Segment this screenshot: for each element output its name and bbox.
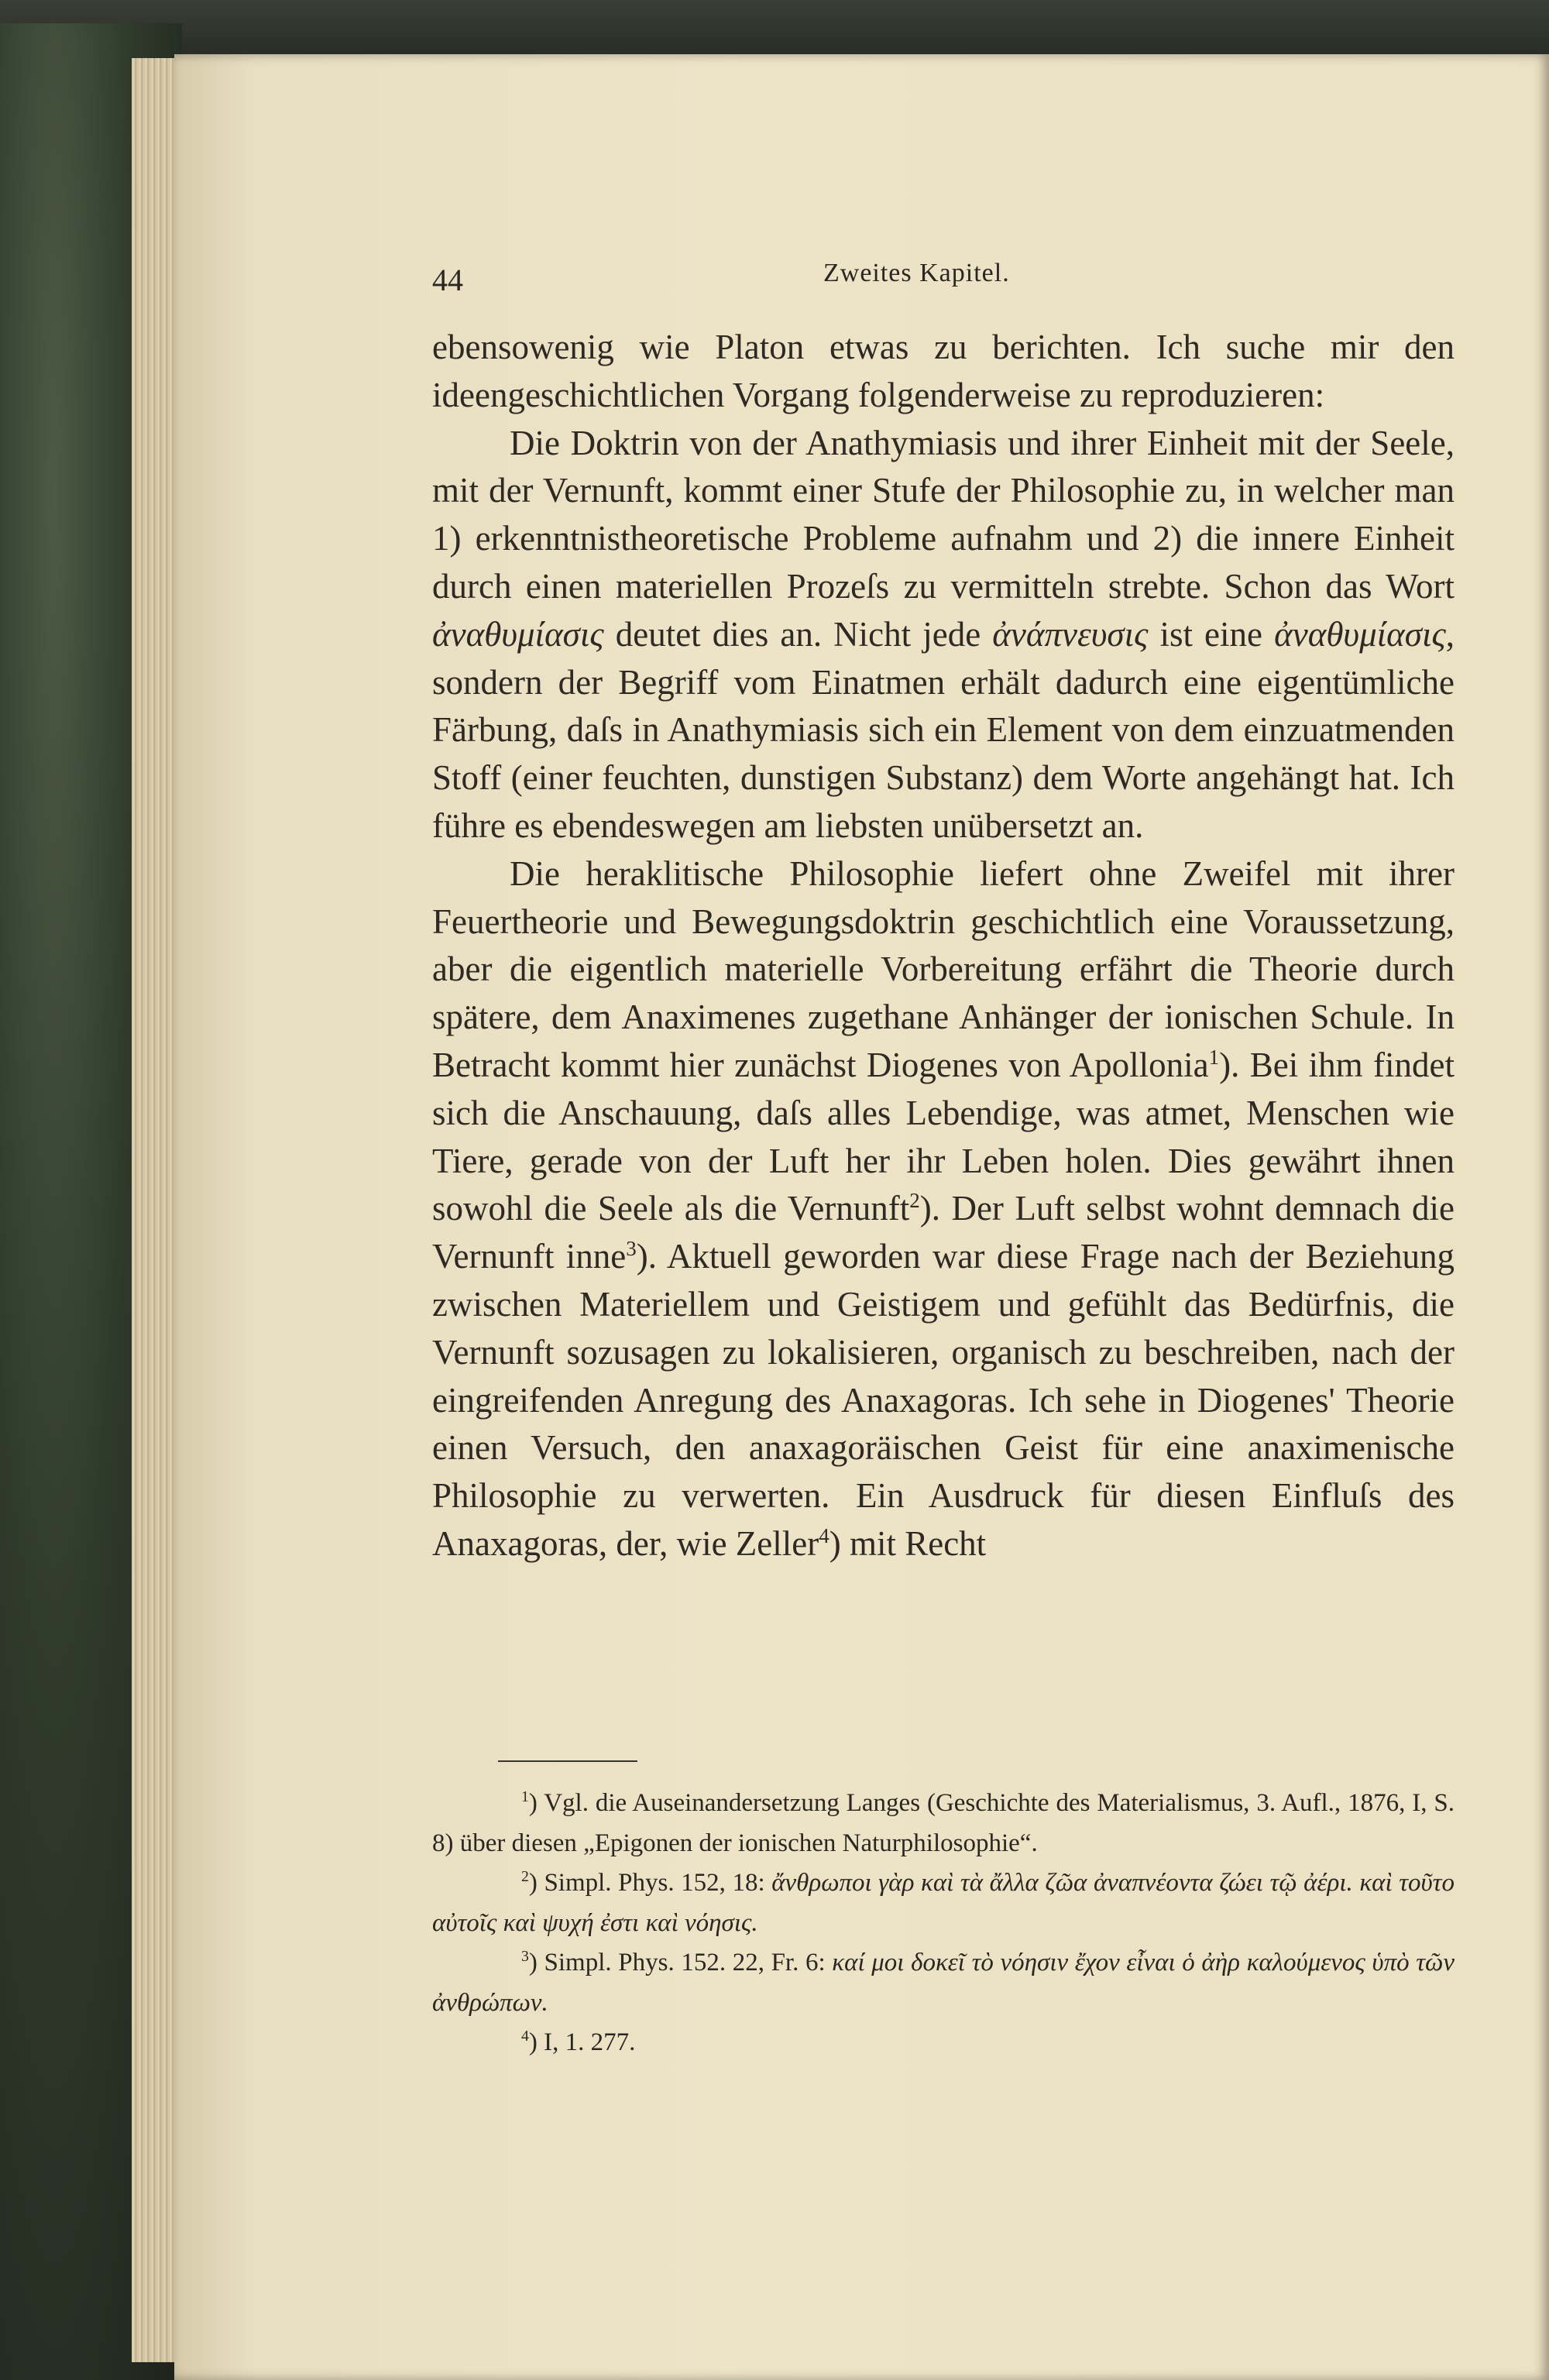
paragraph-2-text-b: deutet dies an. Nicht jede	[603, 614, 993, 654]
footnote-ref-3[interactable]: 3	[626, 1237, 637, 1261]
greek-term: ἀνάπνευσις	[992, 614, 1149, 654]
paragraph-3-text-e: ) mit Recht	[829, 1523, 987, 1563]
paragraph-3-text-c: ). Der Luft selbst wohnt demnach die Vernunft inne	[432, 1189, 1455, 1276]
footnote-3-greek: καί μοι δοκεῖ τὸ νόησιν ἔχον εἶναι ὁ ἀὴρ καλούμενος ὑπὸ τῶν ἀνθρώπων.	[432, 1949, 1455, 2017]
footnote-4-text: ) I, 1. 277.	[528, 2028, 636, 2056]
footnote-3	[432, 1943, 1455, 2023]
footnotes	[432, 1784, 1455, 2063]
paragraph-2-text-d: , sondern der Begriff vom Einatmen erhält dadurch eine eigentümliche Färbung, daſs in Anathymiasis sich ein Element von dem einzuatmenden Stoff (einer feuchten, dunstigen Substanz) dem Worte angehängt hat. Ich führe es ebendeswegen am liebsten unübersetzt an.	[432, 614, 1455, 845]
footnote-ref-4[interactable]: 4	[819, 1523, 829, 1547]
footnote-4	[432, 2023, 1455, 2063]
footnote-3-mark: 3	[521, 1948, 529, 1965]
greek-term: ἀναθυμίασις	[1274, 614, 1446, 654]
footnote-4-mark: 4	[521, 2028, 529, 2045]
footnote-1-text: ) Vgl. die Auseinandersetzung Langes (Geschichte des Materialismus, 3. Aufl., 1876, I, S. 8) über diesen „Epigonen der ionischen Naturphilosophie“.	[432, 1789, 1455, 1857]
page-number: 44	[432, 263, 463, 297]
footnote-ref-1[interactable]: 1	[1208, 1045, 1220, 1069]
paragraph-3	[432, 850, 1455, 1568]
paragraph-1: ebensowenig wie Platon etwas zu berichten. Ich suche mir den ideengeschichtlichen Vorgang folgenderweise zu reproduzieren:	[432, 328, 1455, 414]
footnote-divider	[498, 1760, 637, 1762]
paragraph-3-text-b: ). Bei ihm findet sich die Anschauung, daſs alles Lebendige, was atmet, Menschen wie Tiere, gerade von der Luft her ihr Leben holen. Dies gewährt ihnen sowohl die Seele als die Vernunft	[432, 1045, 1455, 1228]
footnote-2-mark: 2	[521, 1868, 529, 1885]
footnote-ref-2[interactable]: 2	[909, 1189, 920, 1213]
footnote-1-mark: 1	[521, 1788, 529, 1805]
running-head: Zweites Kapitel.	[823, 259, 1010, 287]
footnote-2-text: ) Simpl. Phys. 152, 18:	[528, 1869, 772, 1897]
footnote-2-greek: ἄνθρωποι γὰρ καὶ τὰ ἄλλα ζῶα ἀναπνέοντα ζώει τῷ ἀέρι. καὶ τοῦτο αὐτοῖς καὶ ψυχή ἐστι καὶ νόησις.	[432, 1869, 1455, 1937]
footnote-2	[432, 1863, 1455, 1943]
book-cover-top	[0, 0, 1549, 54]
page-header	[0, 256, 1549, 302]
greek-term: ἀναθυμίασις	[432, 614, 604, 654]
paragraph-2-text-c: ist eine	[1148, 614, 1275, 654]
paragraph-2-text-a: Die Doktrin von der Anathymiasis und ihrer Einheit mit der Seele, mit der Vernunft, kommt einer Stufe der Philosophie zu, in welcher man 1) erkenntnistheoretische Probleme aufnahm und 2) die innere Einheit durch einen materiellen Prozeſs zu vermitteln strebte. Schon das Wort	[432, 423, 1455, 606]
main-text	[432, 324, 1455, 1568]
paragraph-2	[432, 420, 1455, 850]
paragraph-3-text-a: Die heraklitische Philosophie liefert ohne Zweifel mit ihrer Feuertheorie und Bewegungsdoktrin geschichtlich eine Voraussetzung, aber die eigentlich materielle Vorbereitung erfährt die Theorie durch spätere, dem Anaximenes zugethane Anhänger der ionischen Schule. In Betracht kommt hier zunächst Diogenes von Apollonia	[432, 853, 1455, 1084]
footnote-1	[432, 1784, 1455, 1863]
paragraph-3-text-d: ). Aktuell geworden war diese Frage nach der Beziehung zwischen Materiellem und Geistigem und gefühlt das Bedürfnis, die Vernunft sozusagen zu lokalisieren, organisch zu beschreiben, nach der eingreifenden Anregung des Anaxagoras. Ich sehe in Diogenes' Theorie einen Versuch, den anaxagoräischen Geist für eine anaximenische Philosophie zu verwerten. Ein Ausdruck für diesen Einfluſs des Anaxagoras, der, wie Zeller	[432, 1237, 1455, 1563]
footnote-3-text: ) Simpl. Phys. 152. 22, Fr. 6:	[528, 1949, 833, 1976]
